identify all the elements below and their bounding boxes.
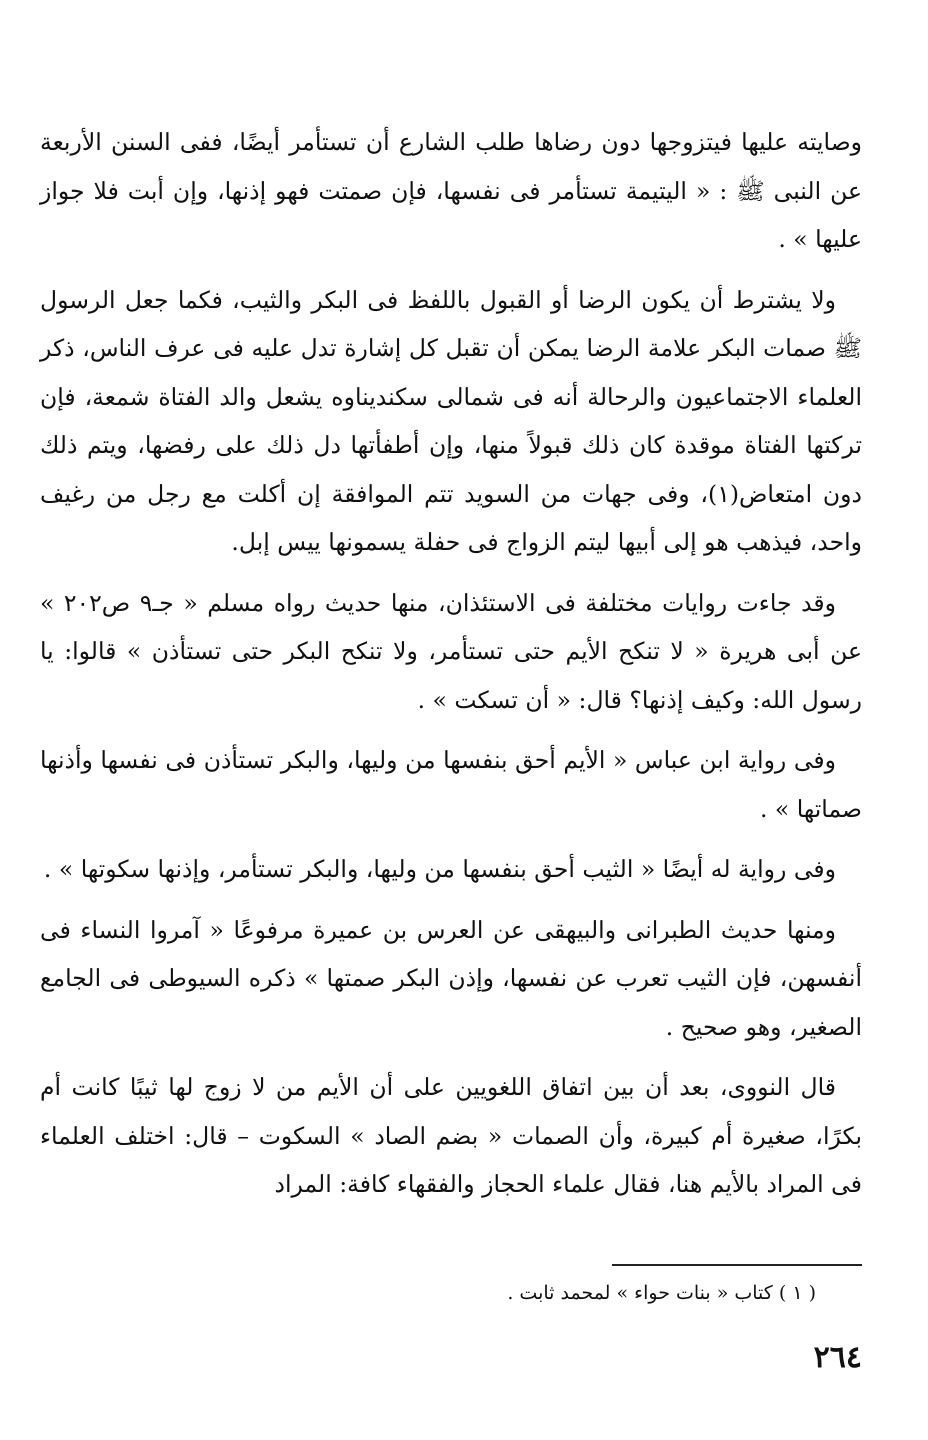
footnote-divider: [612, 1264, 862, 1266]
paragraph-1: وصايته عليها فيتزوجها دون رضاها طلب الشارع أن تستأمر أيضًا، ففى السنن الأربعة عن النبى ﷺ : « اليتيمة تستأمر فى نفسها، فإن صمتت فهو إذنها، وإن أبت فلا جواز عليها » .: [40, 128, 862, 253]
page-number: ٢٦٤: [813, 1340, 862, 1375]
paragraph-4: وفى رواية ابن عباس « الأيم أحق بنفسها من وليها، والبكر تستأذن فى نفسها وأذنها صماتها » .: [40, 746, 862, 823]
page-body: [40, 118, 862, 1221]
paragraph-5: وفى رواية له أيضًا « الثيب أحق بنفسها من وليها، والبكر تستأمر، وإذنها سكوتها » .: [43, 855, 836, 883]
footnote: ( ١ ) كتاب « بنات حواء » لمحمد ثابت .: [507, 1282, 816, 1304]
paragraph-3: وقد جاءت روايات مختلفة فى الاستئذان، منها حديث رواه مسلم « جـ٩ ص٢٠٢ » عن أبى هريرة « لا تنكح الأيم حتى تستأمر، ولا تنكح البكر حتى تستأذن » قالوا: يا رسول الله: وكيف إذنها؟ قال: « أن تسكت » .: [40, 588, 862, 714]
paragraph-2: ولا يشترط أن يكون الرضا أو القبول باللفظ فى البكر والثيب، فكما جعل الرسول ﷺ صمات البكر علامة الرضا يمكن أن تقبل كل إشارة تدل عليه فى عرف الناس، ذكر العلماء الاجتماعيون والرحالة أنه فى شمالى سكنديناوه يشعل والد الفتاة شمعة، فإن تركتها الفتاة موقدة كان ذلك قبولاً منها، وإن أطفأتها دل ذلك على رفضها، ويتم ذلك دون امتعاض(١)، وفى جهات من السويد تتم الموافقة إن أكلت مع رجل من رغيف واحد، فيذهب هو إلى أبيها ليتم الزواج فى حفلة يسمونها ييس إبل.: [40, 285, 862, 556]
paragraph-7: قال النووى، بعد أن بين اتفاق اللغويين على أن الأيم من لا زوج لها ثيبًا كانت أم بكرًا، صغيرة أم كبيرة، وأن الصمات « بضم الصاد » السكوت – قال: اختلف العلماء فى المراد بالأيم هنا، فقال علماء الحجاز والفقهاء كافة: المراد: [40, 1073, 862, 1198]
paragraph-6: ومنها حديث الطبرانى والبيهقى عن العرس بن عميرة مرفوعًا « آمروا النساء فى أنفسهن، فإن الثيب تعرب عن نفسها، وإذن البكر صمتها » ذكره السيوطى فى الجامع الصغير، وهو صحيح .: [40, 915, 862, 1041]
